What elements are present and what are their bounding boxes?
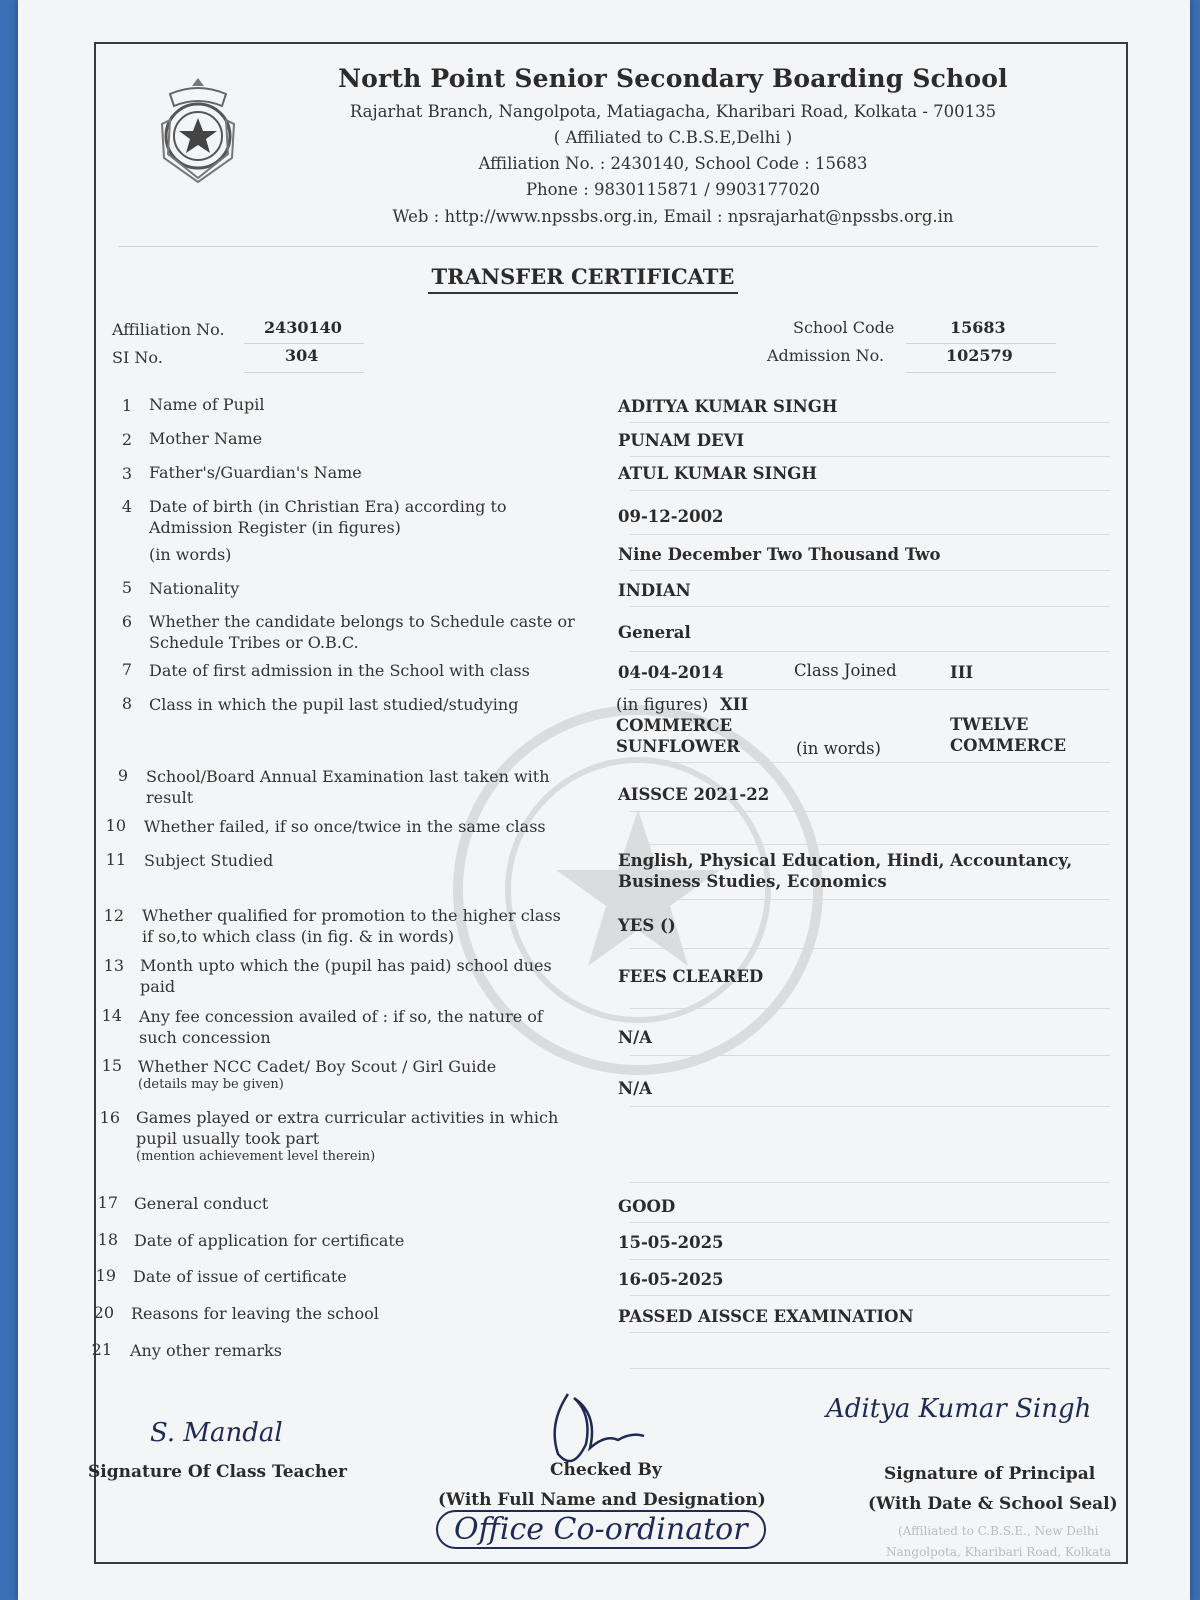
- row-number: 6: [121, 612, 132, 631]
- class-figures-label: (in figures): [616, 695, 709, 714]
- seal-stamp-line2: Nangolpota, Kharibari Road, Kolkata: [886, 1545, 1112, 1559]
- page-title: TRANSFER CERTIFICATE: [428, 264, 738, 294]
- divider: [244, 372, 364, 373]
- class-joined-value: III: [950, 663, 974, 682]
- divider: [630, 1008, 1110, 1009]
- father-name: ATUL KUMAR SINGH: [618, 464, 817, 483]
- dob-figures: 09-12-2002: [618, 507, 724, 526]
- certificate-paper: [18, 0, 1190, 1600]
- row-label: Mother Name: [149, 429, 263, 448]
- principal-signature-label: Signature of Principal: [884, 1464, 1096, 1484]
- row-label-line1: [138, 1056, 496, 1093]
- dob-words: Nine December Two Thousand Two: [618, 545, 941, 564]
- row-number: 3: [121, 464, 132, 483]
- row-label-line1: Date of birth (in Christian Era) according to: [149, 497, 507, 516]
- row-label: Reasons for leaving the school: [131, 1304, 379, 1323]
- divider: [630, 762, 1110, 763]
- row-label: General conduct: [134, 1194, 269, 1213]
- principal-signature: Aditya Kumar Singh: [826, 1394, 1092, 1424]
- row-label-line2: such concession: [139, 1028, 271, 1047]
- row-number: 8: [121, 694, 132, 713]
- affiliation-no-value: 2430140: [264, 318, 342, 337]
- row-label: Father's/Guardian's Name: [149, 463, 362, 482]
- dob-words-label: (in words): [149, 545, 232, 564]
- row-number: 14: [101, 1006, 122, 1025]
- row-number: 16: [99, 1108, 120, 1127]
- affiliation-line: Affiliation No. : 2430140, School Code : 15683: [478, 154, 868, 173]
- divider: [630, 490, 1110, 491]
- row-number: 18: [97, 1230, 118, 1249]
- row-label-line1: Whether the candidate belongs to Schedule caste or: [149, 612, 575, 631]
- divider: [630, 534, 1110, 535]
- row-label: Nationality: [149, 579, 240, 598]
- subjects-line1: English, Physical Education, Hindi, Accountancy,: [618, 851, 1073, 870]
- divider: [906, 372, 1056, 373]
- row-number: 21: [91, 1340, 112, 1359]
- row-number: 15: [101, 1056, 122, 1075]
- row-label: Any other remarks: [130, 1341, 282, 1360]
- row-number: 9: [117, 766, 128, 785]
- row-label-line2: Admission Register (in figures): [149, 518, 401, 537]
- row-number: 2: [121, 430, 132, 449]
- divider: [630, 1222, 1110, 1223]
- first-admission-date: 04-04-2014: [618, 663, 724, 682]
- divider: [630, 1182, 1110, 1183]
- school-address: Rajarhat Branch, Nangolpota, Matiagacha, Kharibari Road, Kolkata - 700135: [349, 102, 997, 121]
- concession-value: N/A: [618, 1028, 652, 1047]
- row-number: 11: [105, 850, 126, 869]
- nationality: INDIAN: [618, 581, 691, 600]
- class-joined-label: Class Joined: [794, 661, 897, 680]
- conduct-value: GOOD: [618, 1197, 676, 1216]
- row-label-line2: if so,to which class (in fig. & in words): [142, 927, 455, 946]
- admission-no-value: 102579: [946, 346, 1013, 365]
- divider: [630, 899, 1110, 900]
- category: General: [618, 623, 691, 642]
- divider: [630, 1332, 1110, 1333]
- phone-line: Phone : 9830115871 / 9903177020: [525, 180, 821, 199]
- row-number: 10: [105, 816, 126, 835]
- checked-by-label: Checked By: [550, 1460, 662, 1480]
- divider: [630, 456, 1110, 457]
- class-words-label: (in words): [796, 739, 881, 758]
- row-number: 5: [121, 578, 132, 597]
- sl-no-value: 304: [285, 346, 319, 365]
- row-number: 20: [93, 1303, 114, 1322]
- affiliation-no-label: Affiliation No.: [112, 320, 225, 339]
- row-label-line1: Month upto which the (pupil has paid) school dues: [140, 956, 552, 975]
- row-label-note: (mention achievement level therein): [136, 1149, 376, 1164]
- row-label: Subject Studied: [144, 851, 274, 870]
- row-label: Date of issue of certificate: [133, 1267, 347, 1286]
- divider: [630, 1106, 1110, 1107]
- divider: [630, 1055, 1110, 1056]
- row-label-text: Whether NCC Cadet/ Boy Scout / Girl Guide: [138, 1057, 497, 1076]
- affiliation-note: ( Affiliated to C.B.S.E,Delhi ): [553, 128, 793, 147]
- divider: [630, 1295, 1110, 1296]
- row-label: Whether failed, if so once/twice in the same class: [144, 817, 546, 836]
- subjects-line2: Business Studies, Economics: [618, 872, 887, 891]
- row-label-line1: [136, 1107, 558, 1165]
- class-stream: COMMERCE: [616, 716, 733, 735]
- divider: [630, 948, 1110, 949]
- issue-date: 16-05-2025: [618, 1270, 724, 1289]
- principal-seal-label: (With Date & School Seal): [868, 1494, 1118, 1514]
- dues-value: FEES CLEARED: [618, 967, 764, 986]
- divider: [630, 606, 1110, 607]
- row-number: 12: [103, 906, 124, 925]
- row-label-line1: Whether qualified for promotion to the higher class: [142, 906, 561, 925]
- row-number: 13: [103, 956, 124, 975]
- row-label-line2: result: [146, 788, 194, 807]
- divider: [630, 1368, 1110, 1369]
- pupil-name: ADITYA KUMAR SINGH: [618, 397, 838, 416]
- row-label-line1: School/Board Annual Examination last taken with: [146, 767, 550, 786]
- divider: [630, 811, 1110, 812]
- teacher-signature-label: Signature Of Class Teacher: [88, 1462, 348, 1482]
- class-figures-value: XII: [720, 695, 749, 714]
- divider: [244, 343, 364, 344]
- application-date: 15-05-2025: [618, 1233, 724, 1252]
- divider: [630, 422, 1110, 423]
- checked-by-sub: (With Full Name and Designation): [438, 1490, 766, 1510]
- row-number: 17: [97, 1193, 118, 1212]
- row-number: 1: [121, 396, 132, 415]
- divider: [906, 343, 1056, 344]
- row-number: 7: [121, 660, 132, 679]
- row-label-line1: Any fee concession availed of : if so, the nature of: [139, 1007, 543, 1026]
- row-label: Class in which the pupil last studied/studying: [149, 695, 519, 714]
- school-name: North Point Senior Secondary Boarding School: [338, 64, 1008, 93]
- school-code-label: School Code: [793, 318, 895, 337]
- last-exam: AISSCE 2021-22: [618, 785, 770, 804]
- school-crest-icon: [156, 74, 240, 184]
- class-words-line1: TWELVE: [950, 715, 1029, 734]
- row-label: Date of first admission in the School with class: [149, 661, 530, 680]
- row-label: Date of application for certificate: [134, 1231, 405, 1250]
- web-line: Web : http://www.npssbs.org.in, Email : npsrajarhat@npssbs.org.in: [392, 207, 954, 226]
- divider: [630, 570, 1110, 571]
- class-words-line2: COMMERCE: [950, 736, 1067, 755]
- teacher-signature: S. Mandal: [150, 1418, 283, 1448]
- row-label: Name of Pupil: [149, 395, 265, 414]
- checker-designation: Office Co-ordinator: [436, 1510, 766, 1549]
- divider: [630, 844, 1110, 845]
- row-label-note: (details may be given): [138, 1077, 284, 1092]
- class-section: SUNFLOWER: [616, 737, 740, 756]
- school-code-value: 15683: [950, 318, 1006, 337]
- ncc-value: N/A: [618, 1079, 652, 1098]
- row-label-line2: paid: [140, 977, 176, 996]
- sl-no-label: SI No.: [112, 348, 163, 367]
- seal-stamp-line1: (Affiliated to C.B.S.E., New Delhi: [898, 1524, 1099, 1538]
- row-label-line2: Schedule Tribes or O.B.C.: [149, 633, 359, 652]
- row-label-text: Games played or extra curricular activities in which: [136, 1108, 559, 1127]
- promotion-value: YES (): [618, 916, 676, 935]
- leaving-reason: PASSED AISSCE EXAMINATION: [618, 1307, 914, 1326]
- divider: [630, 689, 1110, 690]
- admission-no-label: Admission No.: [767, 346, 885, 365]
- row-number: 4: [121, 497, 132, 516]
- row-number: 19: [95, 1266, 116, 1285]
- row-label-text-2: pupil usually took part: [136, 1129, 320, 1148]
- divider: [630, 1259, 1110, 1260]
- divider: [630, 651, 1110, 652]
- mother-name: PUNAM DEVI: [618, 431, 745, 450]
- header-divider: [118, 246, 1098, 247]
